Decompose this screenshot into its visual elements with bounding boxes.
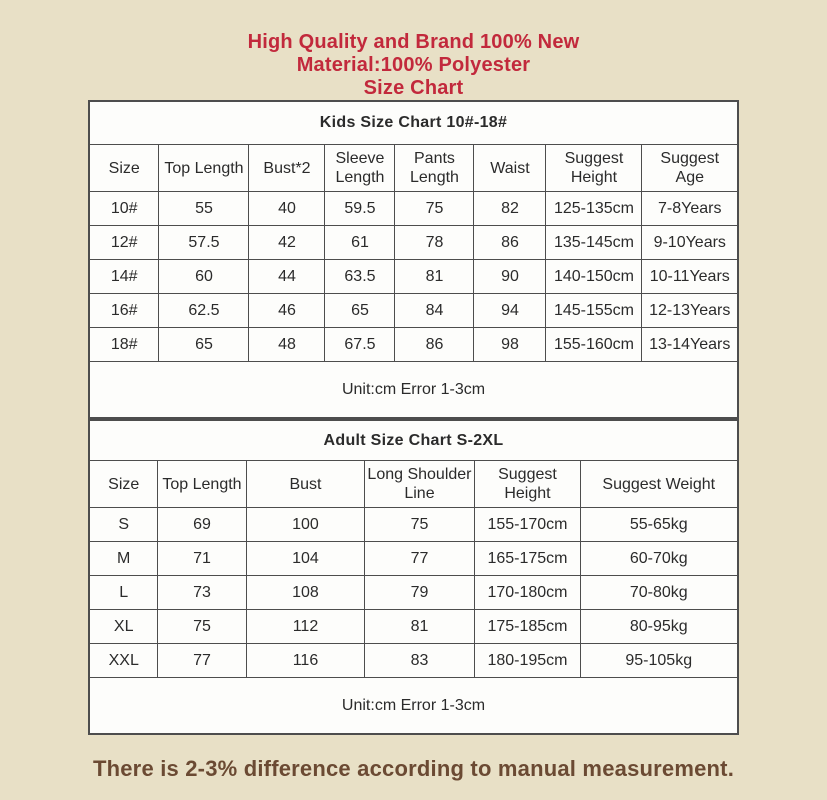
kids-cell: 10-11Years [642, 260, 738, 294]
adult-cell: 80-95kg [580, 610, 737, 644]
kids-row-16 [89, 294, 738, 328]
kids-unit-note: Unit:cm Error 1-3cm [89, 362, 738, 419]
kids-cell: 12-13Years [642, 294, 738, 328]
adult-cell: 108 [246, 576, 364, 610]
kids-cell: 65 [325, 294, 395, 328]
adult-cell: 69 [157, 508, 246, 542]
adult-cell: 175-185cm [474, 610, 580, 644]
kids-cell: 94 [474, 294, 546, 328]
adult-cell: 81 [364, 610, 474, 644]
adult-cell: 70-80kg [580, 576, 737, 610]
kids-cell: 98 [474, 328, 546, 362]
kids-cell: 57.5 [159, 226, 249, 260]
kids-header-suggest-height: Suggest Height [546, 145, 642, 192]
kids-cell: 155-160cm [546, 328, 642, 362]
kids-row-18 [89, 328, 738, 362]
adult-cell: 79 [364, 576, 474, 610]
kids-cell: 7-8Years [642, 192, 738, 226]
adult-header-row [89, 461, 737, 508]
kids-header-pants-length: Pants Length [395, 145, 474, 192]
kids-cell: 59.5 [325, 192, 395, 226]
adult-cell: 71 [157, 542, 246, 576]
kids-table-title: Kids Size Chart 10#-18# [89, 101, 738, 145]
kids-header-row [89, 145, 738, 192]
kids-cell: 63.5 [325, 260, 395, 294]
adult-header-suggest-weight: Suggest Weight [580, 461, 737, 508]
adult-cell: 104 [246, 542, 364, 576]
kids-cell: 125-135cm [546, 192, 642, 226]
adult-header-size: Size [89, 461, 157, 508]
kids-row-12 [89, 226, 738, 260]
kids-cell: 55 [159, 192, 249, 226]
adult-cell: S [89, 508, 157, 542]
adult-header-top-length: Top Length [157, 461, 246, 508]
adult-cell: 83 [364, 644, 474, 678]
kids-cell: 14# [89, 260, 159, 294]
kids-cell: 82 [474, 192, 546, 226]
adult-cell: 100 [246, 508, 364, 542]
kids-header-suggest-age: Suggest Age [642, 145, 738, 192]
kids-cell: 61 [325, 226, 395, 260]
kids-row-14 [89, 260, 738, 294]
kids-cell: 81 [395, 260, 474, 294]
kids-title-row [89, 101, 738, 145]
kids-header-sleeve-length: Sleeve Length [325, 145, 395, 192]
adult-size-table [88, 419, 738, 735]
kids-cell: 48 [249, 328, 325, 362]
adult-cell: 77 [364, 542, 474, 576]
adult-cell: 165-175cm [474, 542, 580, 576]
adult-cell: XXL [89, 644, 157, 678]
kids-cell: 135-145cm [546, 226, 642, 260]
kids-cell: 84 [395, 294, 474, 328]
adult-row-m [89, 542, 737, 576]
adult-row-s [89, 508, 737, 542]
header-line-material: Material:100% Polyester [296, 54, 531, 76]
adult-title-row [89, 420, 737, 461]
kids-cell: 42 [249, 226, 325, 260]
kids-cell: 86 [395, 328, 474, 362]
adult-footer-row [89, 678, 737, 735]
kids-row-10 [89, 192, 738, 226]
adult-cell: 60-70kg [580, 542, 737, 576]
adult-cell: 155-170cm [474, 508, 580, 542]
header-text-block [0, 0, 827, 100]
kids-cell: 40 [249, 192, 325, 226]
kids-cell: 67.5 [325, 328, 395, 362]
kids-header-bust: Bust*2 [249, 145, 325, 192]
kids-header-waist: Waist [474, 145, 546, 192]
kids-cell: 75 [395, 192, 474, 226]
kids-cell: 145-155cm [546, 294, 642, 328]
kids-cell: 12# [89, 226, 159, 260]
kids-footer-row [89, 362, 738, 419]
adult-cell: 112 [246, 610, 364, 644]
adult-header-suggest-height: Suggest Height [474, 461, 580, 508]
adult-cell: 170-180cm [474, 576, 580, 610]
adult-cell: 75 [157, 610, 246, 644]
kids-cell: 90 [474, 260, 546, 294]
adult-cell: 116 [246, 644, 364, 678]
kids-cell: 9-10Years [642, 226, 738, 260]
adult-row-l [89, 576, 737, 610]
adult-cell: 95-105kg [580, 644, 737, 678]
adult-cell: XL [89, 610, 157, 644]
adult-header-long-shoulder-line: Long Shoulder Line [364, 461, 474, 508]
adult-row-xl [89, 610, 737, 644]
adult-cell: 75 [364, 508, 474, 542]
adult-cell: 73 [157, 576, 246, 610]
adult-unit-note: Unit:cm Error 1-3cm [89, 678, 737, 735]
adult-header-bust: Bust [246, 461, 364, 508]
kids-cell: 44 [249, 260, 325, 294]
adult-cell: L [89, 576, 157, 610]
kids-cell: 10# [89, 192, 159, 226]
adult-row-xxl [89, 644, 737, 678]
kids-size-table [88, 100, 739, 419]
kids-cell: 86 [474, 226, 546, 260]
adult-table-title: Adult Size Chart S-2XL [89, 420, 737, 461]
kids-header-size: Size [89, 145, 159, 192]
kids-cell: 46 [249, 294, 325, 328]
kids-cell: 18# [89, 328, 159, 362]
kids-cell: 13-14Years [642, 328, 738, 362]
kids-header-top-length: Top Length [159, 145, 249, 192]
kids-cell: 140-150cm [546, 260, 642, 294]
adult-cell: 77 [157, 644, 246, 678]
measurement-disclaimer: There is 2-3% difference according to manual measurement. [92, 756, 735, 781]
kids-cell: 65 [159, 328, 249, 362]
adult-cell: 180-195cm [474, 644, 580, 678]
kids-cell: 16# [89, 294, 159, 328]
header-line-size-chart: Size Chart [363, 77, 464, 99]
adult-cell: M [89, 542, 157, 576]
kids-cell: 78 [395, 226, 474, 260]
adult-cell: 55-65kg [580, 508, 737, 542]
kids-cell: 60 [159, 260, 249, 294]
header-line-quality: High Quality and Brand 100% New [247, 31, 580, 53]
kids-cell: 62.5 [159, 294, 249, 328]
